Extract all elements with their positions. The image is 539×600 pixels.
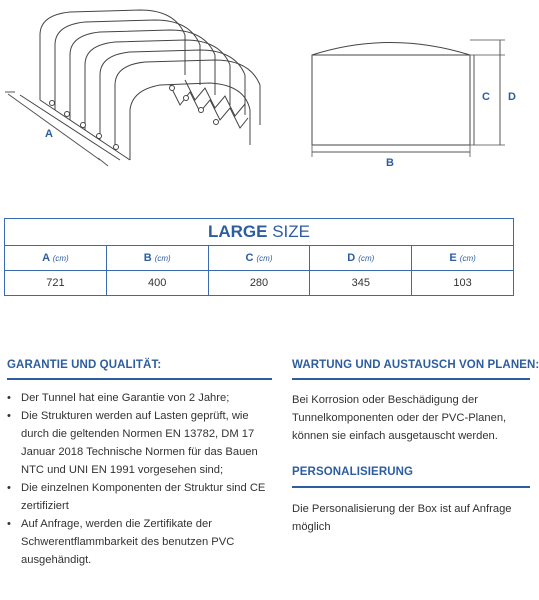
value-e: 103 — [412, 271, 514, 296]
size-table-value-row — [5, 271, 514, 296]
size-table-title — [5, 219, 514, 246]
maintenance-text: Bei Korrosion oder Beschädigung der Tunnelkomponenten oder der PVC-Planen, können sie einfach ausgetauscht werden. — [292, 394, 507, 442]
customization-text: Die Personalisierung der Box ist auf Anfrage möglich — [292, 503, 512, 533]
tunnel-diagrams — [0, 0, 539, 205]
list-item: • Der Tunnel hat eine Garantie von 2 Jahre; — [7, 389, 275, 407]
dimension-a-label: A — [45, 128, 53, 140]
bullet: • — [7, 392, 11, 404]
value-d: 345 — [310, 271, 412, 296]
column-header-a: A (cm) — [5, 246, 107, 271]
bullet: • — [7, 518, 11, 530]
column-header-e: E (cm) — [412, 246, 514, 271]
list-item: • Die einzelnen Komponenten der Struktur sind CE zertifiziert — [7, 479, 275, 515]
dimension-b-label: B — [386, 157, 394, 169]
column-header-d: D (cm) — [310, 246, 412, 271]
warranty-heading-rule — [7, 378, 272, 380]
size-table — [4, 218, 514, 296]
dimension-c-label: C — [482, 91, 490, 103]
list-item: • Die Strukturen werden auf Lasten geprüft, wie durch die geltenden Normen EN 13782, DM 17 Januar 2018 Technische Normen für das Bauen NTC und UNI EN 1991 vorgesehen sind; — [7, 407, 275, 479]
customization-heading: PERSONALISIERUNG — [292, 466, 414, 478]
column-header-b: B (cm) — [106, 246, 208, 271]
warranty-heading: GARANTIE UND QUALITÄT: — [7, 359, 162, 371]
value-a: 721 — [5, 271, 107, 296]
dimension-d-label: D — [508, 91, 516, 103]
bullet: • — [7, 410, 11, 422]
maintenance-heading: WARTUNG UND AUSTAUSCH VON PLANEN: — [292, 359, 539, 371]
tunnel-front-drawing — [312, 40, 505, 157]
warranty-list — [7, 389, 275, 569]
column-header-c: C (cm) — [208, 246, 310, 271]
tunnel-joint-dots — [50, 86, 219, 150]
maintenance-heading-rule — [292, 378, 530, 380]
size-title-bold: LARGE — [207, 222, 268, 241]
size-title-rest: SIZE — [267, 222, 310, 241]
value-b: 400 — [106, 271, 208, 296]
size-table-header-row — [5, 246, 514, 271]
customization-heading-rule — [292, 486, 530, 488]
tunnel-perspective-drawing — [5, 10, 260, 166]
list-item: • Auf Anfrage, werden die Zertifikate der Schwerentflammbarkeit des benutzen PVC ausgehändigt. — [7, 515, 275, 569]
bullet: • — [7, 482, 11, 494]
value-c: 280 — [208, 271, 310, 296]
